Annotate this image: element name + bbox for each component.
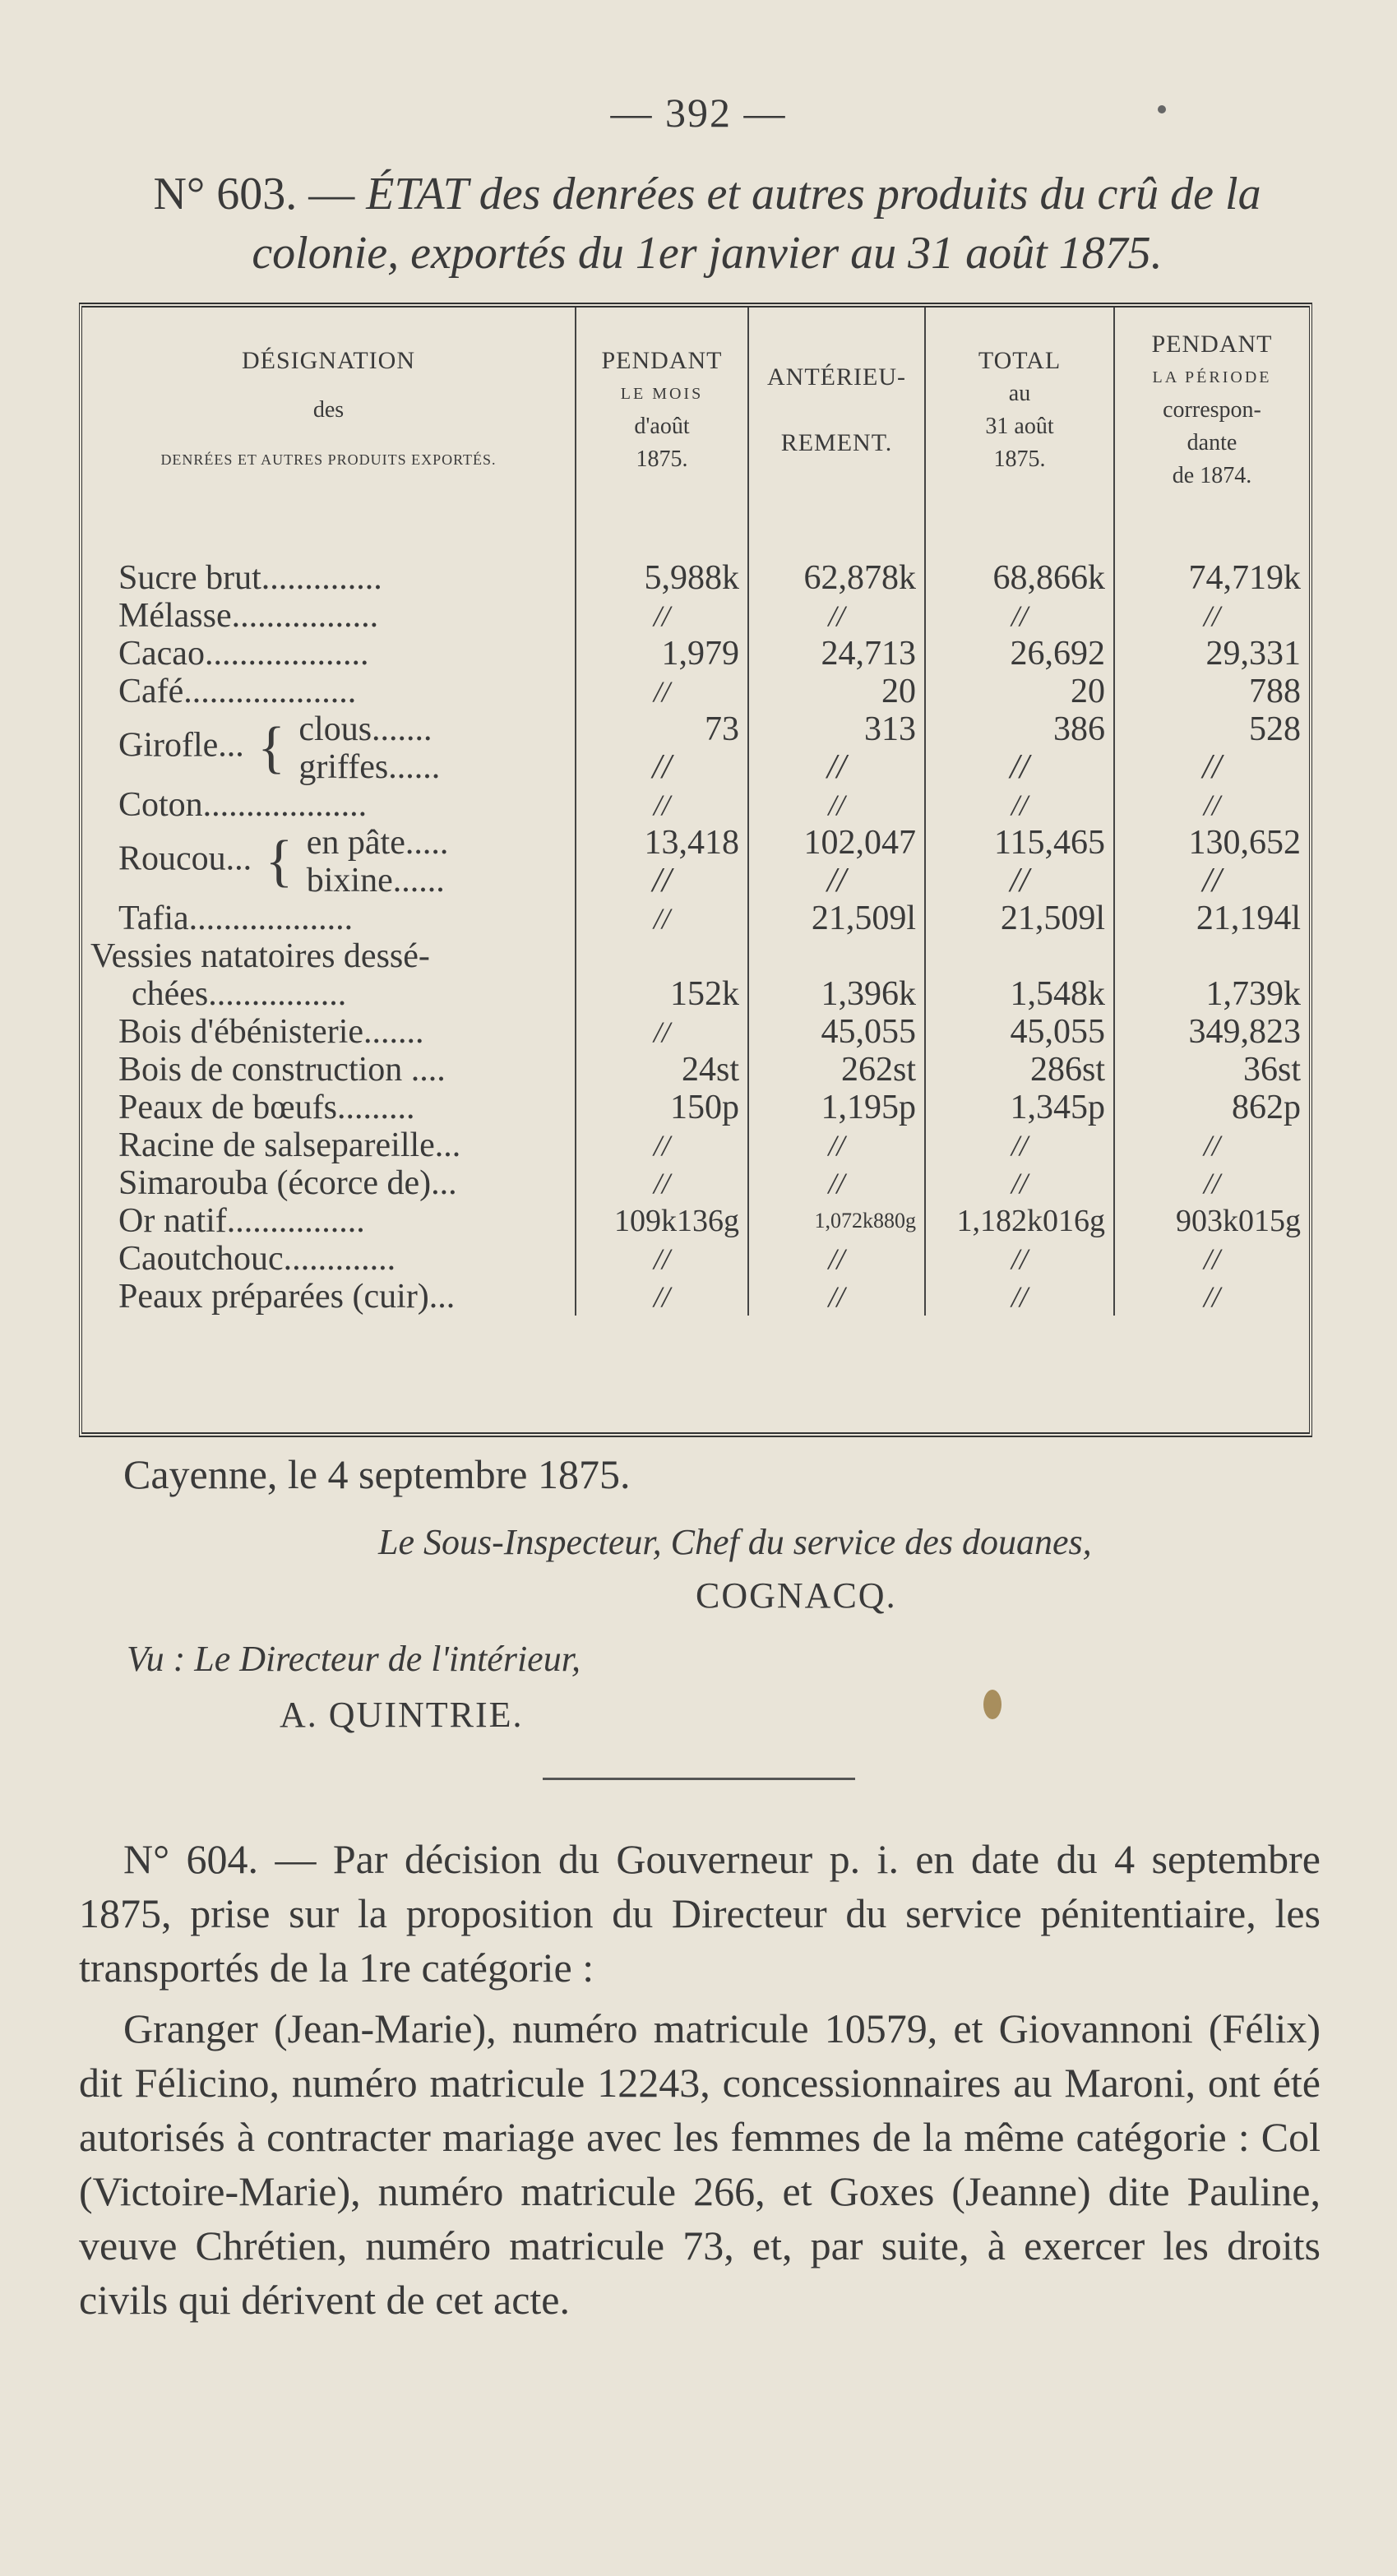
header-pendant-3: d'août [634, 414, 690, 439]
header-designation-1: DÉSIGNATION [242, 347, 415, 374]
cell: // [1114, 597, 1309, 635]
brace-icon: { [265, 830, 294, 893]
header-periode-3: correspon- [1163, 397, 1261, 423]
heading-number: N° 603. — [153, 169, 355, 220]
cell: 286st [925, 1051, 1114, 1089]
page-number: — 392 — [610, 90, 787, 136]
cell-value: // [826, 748, 847, 786]
cell: // [925, 786, 1114, 824]
row-label: Bois de construction .... [118, 1051, 446, 1089]
cell: // [1114, 1164, 1309, 1202]
header-total [925, 308, 1114, 513]
header-periode-1: PENDANT [1151, 331, 1273, 358]
row-label: Mélasse................. [118, 597, 379, 635]
row-label: Racine de salsepareille... [118, 1126, 461, 1164]
sub-label: clous....... [298, 710, 433, 748]
cell-value: // [652, 748, 672, 786]
table-row-group-girofle [82, 710, 1309, 786]
ink-blot [983, 1690, 1001, 1719]
cell: 1,195p [748, 1089, 925, 1126]
cell: 150p [576, 1089, 748, 1126]
cell: // [748, 1240, 925, 1278]
section-rule [543, 1778, 855, 1780]
cell [748, 710, 925, 786]
cell-value: // [1202, 748, 1222, 786]
cell: 903k015g [1114, 1202, 1309, 1240]
row-label: Café.................... [118, 673, 357, 710]
row-label: Peaux de bœufs......... [118, 1089, 415, 1126]
table-row [82, 1089, 1309, 1126]
brace-icon: { [257, 716, 285, 779]
cell: // [748, 786, 925, 824]
cell: // [576, 1240, 748, 1278]
header-periode-4: dante [1187, 430, 1237, 456]
table-row [82, 1051, 1309, 1089]
cell: 20 [925, 673, 1114, 710]
row-label: Peaux préparées (cuir)... [118, 1278, 456, 1316]
cell: 45,055 [925, 1013, 1114, 1051]
cell-value: 386 [1053, 710, 1105, 748]
row-label-group [82, 710, 576, 786]
group-label: Roucou... [118, 839, 252, 878]
row-label: Bois d'ébénisterie....... [118, 1013, 424, 1051]
table-row [82, 1164, 1309, 1202]
table-row [82, 900, 1309, 937]
decision-paragraph-1: N° 604. — Par décision du Gouverneur p. i. en date du 4 septembre 1875, prise sur la proposition du Directeur du service pénitentiaire, les transportés de la 1re catégorie : [79, 1836, 1321, 1991]
decision-paragraph-2: Granger (Jean-Marie), numéro matricule 10579, et Giovannoni (Félix) dit Félicino, numéro matricule 12243, concessionnaires au Maroni, ont été autorisés à contracter mariage avec les femmes de la même catégorie : Col (Victoire-Marie), numéro matricule 266, et Goxes (Jeanne) dite Pauline, veuve Chrétien, numéro matricule 73, et, par suite, à exercer les droits civils qui dérivent de cet acte. [79, 2005, 1321, 2323]
row-label: Tafia................... [118, 900, 354, 937]
table-row [82, 1126, 1309, 1164]
cell: // [1114, 1240, 1309, 1278]
cell-value: 13,418 [644, 824, 739, 862]
cell: 68,866k [925, 559, 1114, 597]
cell [1114, 824, 1309, 900]
table-row [82, 597, 1309, 635]
cell: 262st [748, 1051, 925, 1089]
sub-label: griffes...... [298, 748, 441, 786]
document-heading [82, 164, 1332, 283]
cell: 1,345p [925, 1089, 1114, 1126]
cell-value: // [826, 862, 847, 900]
cell-value: 313 [864, 710, 916, 748]
cell: 26,692 [925, 635, 1114, 673]
sub-labels [298, 710, 440, 786]
row-label: Caoutchouc............. [118, 1240, 396, 1278]
cell: 1,182k016g [925, 1202, 1114, 1240]
header-periode-2: LA PÉRIODE [1152, 368, 1272, 386]
cell-value: // [1010, 748, 1029, 786]
export-table-frame [79, 303, 1312, 1437]
place-date: Cayenne, le 4 septembre 1875. [123, 1451, 631, 1497]
cell: // [1114, 786, 1309, 824]
cell: // [925, 1164, 1114, 1202]
vu-line: Vu : Le Directeur de l'intérieur, [127, 1639, 581, 1679]
export-table [82, 308, 1309, 1316]
header-total-4: 1875. [993, 446, 1046, 472]
cell [1114, 710, 1309, 786]
cell: 1,979 [576, 635, 748, 673]
table-row-group-roucou [82, 824, 1309, 900]
cell: 74,719k [1114, 559, 1309, 597]
header-designation [82, 308, 576, 513]
cell-value: // [1202, 862, 1222, 900]
cell: // [576, 1278, 748, 1316]
cell: 24st [576, 1051, 748, 1089]
table-row [82, 635, 1309, 673]
row-label: Coton................... [118, 786, 368, 824]
cell: // [1114, 1126, 1309, 1164]
header-anterieur-1: ANTÉRIEU- [767, 363, 906, 391]
header-pendant-1: PENDANT [601, 347, 723, 374]
row-label [82, 937, 576, 1013]
row-label-line2: chées................ [132, 975, 347, 1013]
cell: 24,713 [748, 635, 925, 673]
table-row [82, 937, 1309, 1013]
cell-value: // [1010, 862, 1029, 900]
cell: // [576, 673, 748, 710]
cell: 45,055 [748, 1013, 925, 1051]
cell: // [576, 1126, 748, 1164]
cell: 36st [1114, 1051, 1309, 1089]
ink-dot [1158, 105, 1166, 113]
row-label-group [82, 824, 576, 900]
cell: 62,878k [748, 559, 925, 597]
cell: // [576, 597, 748, 635]
cell [576, 710, 748, 786]
header-total-3: 31 août [985, 414, 1054, 439]
sub-labels [307, 824, 449, 900]
cell: 1,072k880g [748, 1202, 925, 1240]
cell: 20 [748, 673, 925, 710]
table-row [82, 1202, 1309, 1240]
table-row [82, 1013, 1309, 1051]
cell: 21,509l [925, 900, 1114, 937]
table-row [82, 673, 1309, 710]
cell: 862p [1114, 1089, 1309, 1126]
header-designation-3: DENRÉES ET AUTRES PRODUITS EXPORTÉS. [160, 451, 497, 468]
cell: 29,331 [1114, 635, 1309, 673]
cell-value: 102,047 [803, 824, 916, 862]
table-row [82, 1240, 1309, 1278]
cell: 1,548k [925, 937, 1114, 1013]
header-pendant-4: 1875. [636, 446, 688, 472]
cell: 21,194l [1114, 900, 1309, 937]
cell: 5,988k [576, 559, 748, 597]
director-name: A. QUINTRIE. [280, 1695, 524, 1735]
cell: // [576, 1013, 748, 1051]
cell [925, 710, 1114, 786]
heading-title: ÉTAT des denrées et autres produits du crû de la colonie, exportés du 1er janvier au 31 août 1875. [252, 169, 1261, 279]
row-label: Or natif................ [118, 1202, 365, 1240]
cell-value: 73 [705, 710, 739, 748]
cell: // [925, 1240, 1114, 1278]
row-label: Simarouba (écorce de)... [118, 1164, 457, 1202]
cell: // [748, 1164, 925, 1202]
cell [576, 824, 748, 900]
header-anterieur [748, 308, 925, 513]
cell: 1,396k [748, 937, 925, 1013]
cell-value: // [652, 862, 672, 900]
sub-label: en pâte..... [306, 824, 449, 862]
cell [748, 824, 925, 900]
row-label: Sucre brut.............. [118, 559, 382, 597]
group-label: Girofle... [118, 726, 244, 765]
cell: // [748, 597, 925, 635]
cell [925, 824, 1114, 900]
header-periode [1114, 308, 1309, 513]
header-periode-5: de 1874. [1172, 463, 1252, 488]
row-label: Cacao................... [118, 635, 369, 673]
table-row [82, 786, 1309, 824]
cell: // [576, 1164, 748, 1202]
header-anterieur-2: REMENT. [780, 429, 893, 456]
header-pendant [576, 308, 748, 513]
cell: 152k [576, 937, 748, 1013]
table-row [82, 559, 1309, 597]
cell: // [925, 597, 1114, 635]
cell: // [748, 1278, 925, 1316]
header-designation-2: des [312, 397, 345, 423]
cell: // [1114, 1278, 1309, 1316]
cell: // [576, 786, 748, 824]
cell: // [748, 1126, 925, 1164]
signatory-title: Le Sous-Inspecteur, Chef du service des douanes, [378, 1522, 1092, 1562]
cell: // [925, 1126, 1114, 1164]
table-row [82, 1278, 1309, 1316]
cell: // [925, 1278, 1114, 1316]
signatory-name: COGNACQ. [696, 1575, 897, 1616]
sub-label: bixine...... [306, 862, 445, 900]
row-label-line1: Vessies natatoires dessé- [90, 937, 430, 975]
header-pendant-2: LE MOIS [620, 385, 704, 403]
cell: // [576, 900, 748, 937]
cell-value: 130,652 [1188, 824, 1301, 862]
cell-value: 528 [1249, 710, 1301, 748]
decision-604 [79, 1832, 1321, 2327]
cell: 21,509l [748, 900, 925, 937]
cell: 788 [1114, 673, 1309, 710]
cell: 1,739k [1114, 937, 1309, 1013]
cell: 109k136g [576, 1202, 748, 1240]
header-total-2: au [1008, 381, 1031, 406]
cell-value: 115,465 [994, 824, 1105, 862]
cell: 349,823 [1114, 1013, 1309, 1051]
header-total-1: TOTAL [978, 347, 1062, 374]
